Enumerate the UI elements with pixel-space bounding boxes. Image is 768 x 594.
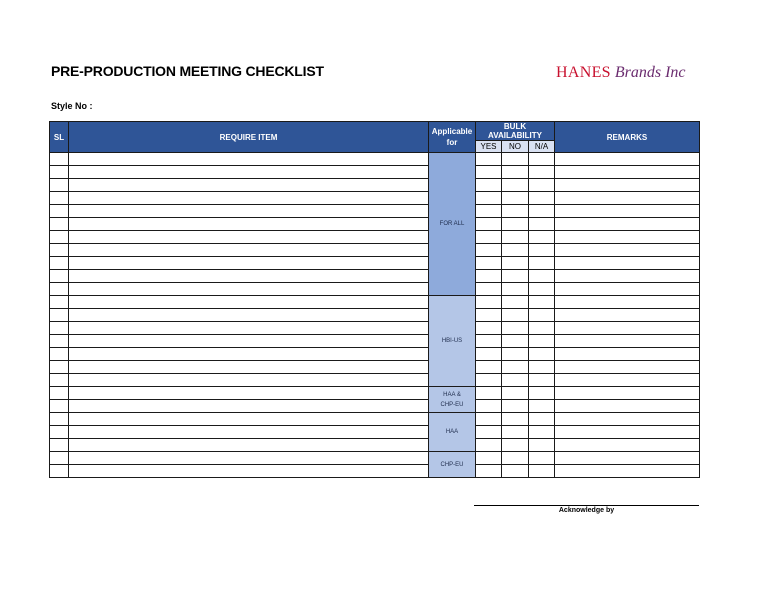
brand-logo: [556, 64, 686, 82]
no-cell[interactable]: [502, 426, 529, 439]
no-cell[interactable]: [502, 192, 529, 205]
na-cell[interactable]: [529, 283, 555, 296]
applicable-group-label: HAA &: [443, 391, 461, 398]
yes-cell[interactable]: [476, 452, 502, 465]
no-cell[interactable]: [502, 309, 529, 322]
table-row: [50, 387, 700, 400]
remarks-cell[interactable]: [555, 348, 700, 361]
yes-cell[interactable]: [476, 296, 502, 309]
require-item-cell[interactable]: [69, 452, 429, 465]
remarks-cell[interactable]: [555, 413, 700, 426]
remarks-cell[interactable]: [555, 166, 700, 179]
table-row: [50, 335, 700, 348]
sl-cell[interactable]: [50, 361, 69, 374]
yes-cell[interactable]: [476, 361, 502, 374]
sl-cell[interactable]: [50, 426, 69, 439]
applicable-group-cell: [429, 153, 476, 296]
sl-cell[interactable]: [50, 205, 69, 218]
yes-cell[interactable]: [476, 218, 502, 231]
yes-cell[interactable]: [476, 244, 502, 257]
sl-cell[interactable]: [50, 231, 69, 244]
sl-cell[interactable]: [50, 166, 69, 179]
yes-cell[interactable]: [476, 387, 502, 400]
yes-cell[interactable]: [476, 439, 502, 452]
remarks-cell[interactable]: [555, 179, 700, 192]
no-cell[interactable]: [502, 205, 529, 218]
no-cell[interactable]: [502, 374, 529, 387]
na-cell[interactable]: [529, 218, 555, 231]
na-cell[interactable]: [529, 413, 555, 426]
sl-cell[interactable]: [50, 153, 69, 166]
require-item-cell[interactable]: [69, 218, 429, 231]
applicable-group-cell: [429, 452, 476, 478]
remarks-cell[interactable]: [555, 205, 700, 218]
yes-cell[interactable]: [476, 348, 502, 361]
style-no-label: Style No :: [51, 101, 93, 111]
checklist-table: [49, 121, 700, 478]
header-applicable-line1: Applicable: [431, 127, 473, 136]
require-item-cell[interactable]: [69, 205, 429, 218]
sl-cell[interactable]: [50, 296, 69, 309]
no-cell[interactable]: [502, 244, 529, 257]
yes-cell[interactable]: [476, 309, 502, 322]
require-item-cell[interactable]: [69, 179, 429, 192]
applicable-group-label: CHP-EU: [440, 401, 464, 408]
yes-cell[interactable]: [476, 205, 502, 218]
yes-cell[interactable]: [476, 426, 502, 439]
remarks-cell[interactable]: [555, 374, 700, 387]
checklist-body: [50, 153, 700, 478]
require-item-cell[interactable]: [69, 335, 429, 348]
no-cell[interactable]: [502, 153, 529, 166]
require-item-cell[interactable]: [69, 322, 429, 335]
yes-cell[interactable]: [476, 153, 502, 166]
no-cell[interactable]: [502, 348, 529, 361]
require-item-cell[interactable]: [69, 361, 429, 374]
sl-cell[interactable]: [50, 179, 69, 192]
na-cell[interactable]: [529, 166, 555, 179]
require-item-cell[interactable]: [69, 296, 429, 309]
header-applicable-for: [429, 122, 476, 153]
require-item-cell[interactable]: [69, 348, 429, 361]
page-title: PRE-PRODUCTION MEETING CHECKLIST: [51, 63, 324, 79]
na-cell[interactable]: [529, 205, 555, 218]
applicable-group-cell: [429, 296, 476, 387]
na-cell[interactable]: [529, 426, 555, 439]
require-item-cell[interactable]: [69, 465, 429, 478]
na-cell[interactable]: [529, 192, 555, 205]
require-item-cell[interactable]: [69, 374, 429, 387]
remarks-cell[interactable]: [555, 426, 700, 439]
no-cell[interactable]: [502, 270, 529, 283]
remarks-cell[interactable]: [555, 400, 700, 413]
remarks-cell[interactable]: [555, 361, 700, 374]
table-row: [50, 322, 700, 335]
require-item-cell[interactable]: [69, 426, 429, 439]
yes-cell[interactable]: [476, 192, 502, 205]
acknowledge-signature-line: [474, 505, 699, 506]
require-item-cell[interactable]: [69, 439, 429, 452]
remarks-cell[interactable]: [555, 231, 700, 244]
na-cell[interactable]: [529, 361, 555, 374]
table-row: [50, 218, 700, 231]
table-row: [50, 270, 700, 283]
no-cell[interactable]: [502, 296, 529, 309]
yes-cell[interactable]: [476, 413, 502, 426]
table-row: [50, 413, 700, 426]
header-remarks: REMARKS: [555, 122, 700, 153]
require-item-cell[interactable]: [69, 257, 429, 270]
na-cell[interactable]: [529, 309, 555, 322]
require-item-cell[interactable]: [69, 153, 429, 166]
na-cell[interactable]: [529, 439, 555, 452]
require-item-cell[interactable]: [69, 387, 429, 400]
no-cell[interactable]: [502, 283, 529, 296]
remarks-cell[interactable]: [555, 335, 700, 348]
no-cell[interactable]: [502, 361, 529, 374]
table-row: [50, 205, 700, 218]
acknowledge-label: Acknowledge by: [558, 507, 615, 514]
no-cell[interactable]: [502, 413, 529, 426]
na-cell[interactable]: [529, 153, 555, 166]
require-item-cell[interactable]: [69, 400, 429, 413]
no-cell[interactable]: [502, 231, 529, 244]
remarks-cell[interactable]: [555, 309, 700, 322]
remarks-cell[interactable]: [555, 322, 700, 335]
na-cell[interactable]: [529, 374, 555, 387]
remarks-cell[interactable]: [555, 270, 700, 283]
sl-cell[interactable]: [50, 192, 69, 205]
table-row: [50, 439, 700, 452]
applicable-group-label: FOR ALL: [439, 221, 465, 227]
no-cell[interactable]: [502, 322, 529, 335]
na-cell[interactable]: [529, 322, 555, 335]
no-cell[interactable]: [502, 166, 529, 179]
na-cell[interactable]: [529, 387, 555, 400]
header-yes: YES: [476, 141, 502, 153]
yes-cell[interactable]: [476, 283, 502, 296]
na-cell[interactable]: [529, 348, 555, 361]
sl-cell[interactable]: [50, 335, 69, 348]
no-cell[interactable]: [502, 257, 529, 270]
remarks-cell[interactable]: [555, 192, 700, 205]
sl-cell[interactable]: [50, 309, 69, 322]
na-cell[interactable]: [529, 257, 555, 270]
applicable-group-label: HAA: [445, 429, 459, 435]
header-require-item: REQUIRE ITEM: [69, 122, 429, 153]
no-cell[interactable]: [502, 439, 529, 452]
table-row: [50, 348, 700, 361]
na-cell[interactable]: [529, 179, 555, 192]
header-sl: SL: [50, 122, 69, 153]
no-cell[interactable]: [502, 465, 529, 478]
table-row: [50, 283, 700, 296]
table-row: [50, 231, 700, 244]
sl-cell[interactable]: [50, 322, 69, 335]
remarks-cell[interactable]: [555, 452, 700, 465]
require-item-cell[interactable]: [69, 166, 429, 179]
table-row: [50, 426, 700, 439]
no-cell[interactable]: [502, 218, 529, 231]
remarks-cell[interactable]: [555, 283, 700, 296]
table-row: [50, 244, 700, 257]
na-cell[interactable]: [529, 296, 555, 309]
table-row: [50, 309, 700, 322]
sl-cell[interactable]: [50, 348, 69, 361]
yes-cell[interactable]: [476, 335, 502, 348]
yes-cell[interactable]: [476, 270, 502, 283]
sl-cell[interactable]: [50, 439, 69, 452]
table-row: [50, 361, 700, 374]
sl-cell[interactable]: [50, 283, 69, 296]
applicable-group-label: CHP-EU: [440, 461, 464, 468]
require-item-cell[interactable]: [69, 244, 429, 257]
remarks-cell[interactable]: [555, 218, 700, 231]
na-cell[interactable]: [529, 452, 555, 465]
header-bulk-availability: BULK AVAILABILITY: [476, 122, 555, 141]
yes-cell[interactable]: [476, 400, 502, 413]
applicable-group-cell: [429, 387, 476, 413]
header-no: NO: [502, 141, 529, 153]
table-row: [50, 166, 700, 179]
yes-cell[interactable]: [476, 374, 502, 387]
table-row: [50, 452, 700, 465]
no-cell[interactable]: [502, 452, 529, 465]
table-row: [50, 296, 700, 309]
no-cell[interactable]: [502, 400, 529, 413]
remarks-cell[interactable]: [555, 296, 700, 309]
header-applicable-line2: for: [446, 138, 458, 147]
table-row: [50, 374, 700, 387]
yes-cell[interactable]: [476, 257, 502, 270]
sl-cell[interactable]: [50, 400, 69, 413]
no-cell[interactable]: [502, 335, 529, 348]
remarks-cell[interactable]: [555, 244, 700, 257]
sl-cell[interactable]: [50, 387, 69, 400]
yes-cell[interactable]: [476, 231, 502, 244]
header-na: N/A: [529, 141, 555, 153]
applicable-group-cell: [429, 413, 476, 452]
require-item-cell[interactable]: [69, 283, 429, 296]
no-cell[interactable]: [502, 387, 529, 400]
sl-cell[interactable]: [50, 257, 69, 270]
logo-brands: Brands Inc: [614, 64, 686, 81]
na-cell[interactable]: [529, 231, 555, 244]
sl-cell[interactable]: [50, 218, 69, 231]
sl-cell[interactable]: [50, 244, 69, 257]
table-row: [50, 179, 700, 192]
require-item-cell[interactable]: [69, 309, 429, 322]
remarks-cell[interactable]: [555, 387, 700, 400]
table-row: [50, 465, 700, 478]
require-item-cell[interactable]: [69, 231, 429, 244]
logo-hanes: HANES: [556, 64, 611, 81]
na-cell[interactable]: [529, 400, 555, 413]
yes-cell[interactable]: [476, 166, 502, 179]
yes-cell[interactable]: [476, 179, 502, 192]
na-cell[interactable]: [529, 465, 555, 478]
remarks-cell[interactable]: [555, 465, 700, 478]
table-row: [50, 400, 700, 413]
sl-cell[interactable]: [50, 465, 69, 478]
require-item-cell[interactable]: [69, 413, 429, 426]
sl-cell[interactable]: [50, 270, 69, 283]
table-row: [50, 192, 700, 205]
yes-cell[interactable]: [476, 465, 502, 478]
applicable-group-label: HBI-US: [441, 338, 463, 344]
yes-cell[interactable]: [476, 322, 502, 335]
na-cell[interactable]: [529, 335, 555, 348]
table-row: [50, 153, 700, 166]
sl-cell[interactable]: [50, 413, 69, 426]
sl-cell[interactable]: [50, 452, 69, 465]
remarks-cell[interactable]: [555, 439, 700, 452]
table-row: [50, 257, 700, 270]
remarks-cell[interactable]: [555, 257, 700, 270]
na-cell[interactable]: [529, 270, 555, 283]
no-cell[interactable]: [502, 179, 529, 192]
na-cell[interactable]: [529, 244, 555, 257]
require-item-cell[interactable]: [69, 192, 429, 205]
sl-cell[interactable]: [50, 374, 69, 387]
remarks-cell[interactable]: [555, 153, 700, 166]
require-item-cell[interactable]: [69, 270, 429, 283]
